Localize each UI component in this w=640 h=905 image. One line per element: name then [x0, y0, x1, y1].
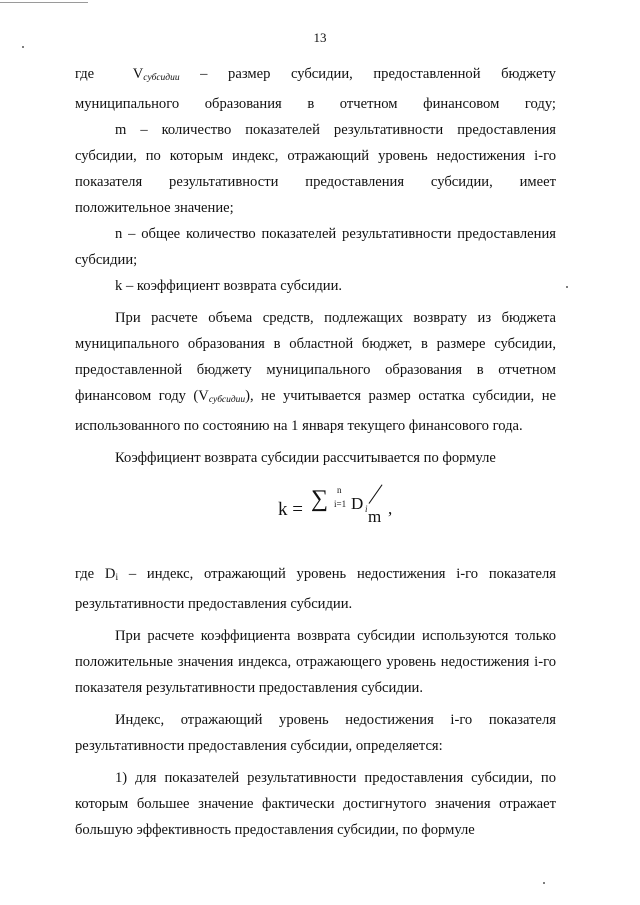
- formula-comma: ,: [388, 499, 393, 518]
- scan-edge-line: [0, 2, 88, 3]
- formula-d: D: [351, 494, 364, 513]
- paragraph-formula-intro: Коэффициент возврата субсидии рассчитывается по формуле: [115, 450, 496, 466]
- text-block-bottom: [75, 561, 556, 843]
- paragraph-positive-values: При расчете коэффициента возврата субсидии используются только положительные значения индекса, отражающего уровень недостижения i-го показателя результативности предоставления субсидии.: [75, 628, 556, 696]
- paragraph-v-definition: где $V_{субсидии}$ – размер субсидии, предоставленной бюджету муниципального образования в отчетном финансовом году;: [75, 66, 556, 112]
- paragraph-n-definition: n – общее количество показателей результативности предоставления субсидии;: [75, 226, 556, 268]
- formula-denominator: m: [368, 507, 382, 526]
- formula-k: [278, 487, 428, 533]
- paragraph-di-definition: где $D_i$ – индекс, отражающий уровень недостижения i-го показателя результативности предоставления субсидии.: [75, 566, 556, 612]
- paragraph-volume-calculation: При расчете объема средств, подлежащих возврату из бюджета муниципального образования в областной бюджет, в размере субсидии, предоставленной бюджету муниципального образования в отчетном финансовом году $(V_{субсидии})$, не учитывается размер остатка субсидии, не использованного по состоянию на 1 января текущего финансового года.: [75, 310, 556, 434]
- scan-speck: [543, 882, 545, 884]
- scan-speck: [566, 286, 568, 288]
- formula-d-index: i: [365, 504, 368, 514]
- paragraph-k-definition: k – коэффициент возврата субсидии.: [115, 278, 343, 294]
- sum-symbol: ∑: [311, 486, 329, 512]
- fraction-slash: [369, 484, 383, 504]
- sum-upper-limit: n: [337, 485, 342, 495]
- sum-lower-limit: i=1: [334, 499, 347, 509]
- paragraph-item-1: 1) для показателей результативности предоставления субсидии, по которым большее значение фактически достигнутого значения отражает большую эффективность предоставления субсидии, по формуле: [75, 770, 556, 838]
- page-number: 13: [313, 30, 327, 45]
- text-block-top: [75, 61, 556, 471]
- paragraph-index-definition: Индекс, отражающий уровень недостижения i-го показателя результативности предоставления субсидии, определяется:: [75, 712, 556, 754]
- formula-lhs: k =: [278, 499, 303, 520]
- scan-speck: [22, 46, 24, 48]
- paragraph-m-definition: m – количество показателей результативности предоставления субсидии, по которым индекс, отражающий уровень недостижения i-го показателя результативности предоставления субсидии, имеет положительное значение;: [75, 122, 556, 216]
